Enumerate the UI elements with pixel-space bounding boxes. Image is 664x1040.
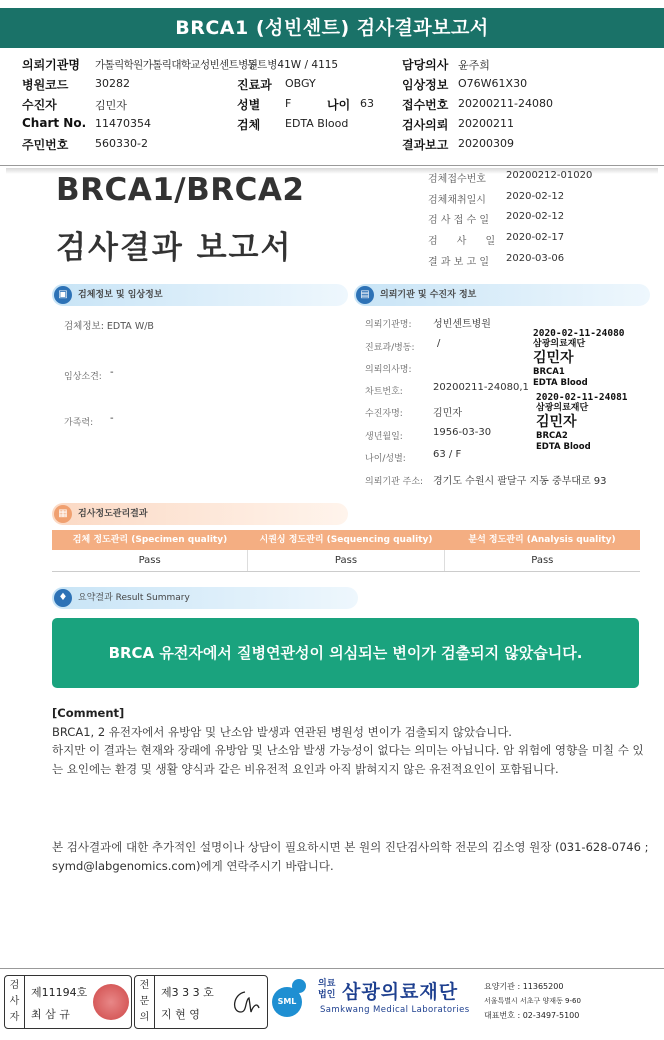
qc-table-row bbox=[52, 550, 640, 572]
patient-name-value: 김민자 bbox=[95, 99, 127, 112]
req-value: 성빈센트병원 bbox=[433, 319, 491, 330]
qc-header-sequencing: 시퀀싱 정도관리 (Sequencing quality) bbox=[259, 535, 433, 545]
req-label: 진료과/병동: bbox=[365, 343, 415, 353]
sex-label: 성별 bbox=[237, 98, 261, 112]
report-title-line2: 검사결과 보고서 bbox=[56, 230, 293, 266]
comment-line: 하지만 이 결과는 현재와 장래에 유방암 및 난소암 발생 가능성이 없다는 의미는 아닙니다. 암 위험에 영향을 미칠 수 있는 요인에는 환경 및 생활 양식과 같은 비유전적 요인과 아직 밝혀지지 않은 유전적요인이 포함됩니다. bbox=[52, 743, 644, 776]
req-label: 의뢰기관명: bbox=[365, 320, 412, 330]
signature-box-tester bbox=[4, 975, 132, 1029]
stamp-number: 2020-02-11-24081 bbox=[536, 392, 628, 403]
section-specimen-title: 검체정보 및 임상정보 bbox=[78, 290, 163, 300]
req-value: / bbox=[437, 338, 441, 349]
tester-label: 검사자 bbox=[5, 976, 25, 1028]
req-label: 의뢰의사명: bbox=[365, 365, 412, 375]
patient-name-label: 수진자 bbox=[22, 98, 57, 112]
request-date-label: 검사의뢰 bbox=[402, 118, 449, 132]
stamp-gene: BRCA2 bbox=[536, 431, 568, 441]
sex-value: F bbox=[285, 97, 292, 110]
qc-value-sequencing: Pass bbox=[248, 550, 444, 571]
stamp-number: 2020-02-11-24080 bbox=[533, 328, 625, 339]
signature-box-specialist bbox=[134, 975, 268, 1029]
hospital-code-label: 병원코드 bbox=[22, 78, 69, 92]
sample-stamp-1 bbox=[533, 328, 625, 389]
section-summary-title: 요약결과 Result Summary bbox=[78, 593, 190, 603]
dept-value: OBGY bbox=[285, 77, 316, 90]
req-value: 63 / F bbox=[433, 449, 462, 460]
req-label: 차트번호: bbox=[365, 387, 403, 397]
clinical-info-label: 임상정보 bbox=[402, 78, 449, 92]
meta-label: 검 사 접 수 일 bbox=[428, 215, 490, 226]
seal-stamp bbox=[93, 984, 129, 1020]
clipboard-icon: ▦ bbox=[54, 505, 72, 523]
ribbon-icon: ♦ bbox=[54, 589, 72, 607]
tester-license: 제11194호 bbox=[31, 986, 88, 999]
specimen-label: 검체 bbox=[237, 118, 261, 132]
clinical-info-value: O76W61X30 bbox=[458, 77, 528, 90]
specimen-info: 검체정보: EDTA W/B bbox=[64, 321, 154, 332]
stamp-gene: BRCA1 bbox=[533, 367, 565, 377]
org-name: 삼광의료재단 bbox=[342, 981, 459, 1003]
meta-label: 검 사 일 bbox=[428, 236, 496, 247]
org-prefix: 의료법인 bbox=[318, 979, 336, 1000]
section-summary-header bbox=[52, 587, 358, 609]
report-header-title: BRCA1 (성빈센트) 검사결과보고서 bbox=[0, 8, 664, 48]
meta-value: 20200212-01020 bbox=[506, 170, 593, 181]
folder-icon: ▣ bbox=[54, 286, 72, 304]
receipt-no-label: 접수번호 bbox=[402, 98, 449, 112]
doctor-value: 윤주희 bbox=[458, 59, 490, 72]
tester-name: 최 삼 규 bbox=[31, 1008, 70, 1021]
section-specimen-header bbox=[52, 284, 348, 306]
meta-label: 검체접수번호 bbox=[428, 174, 486, 185]
stamp-sample: EDTA Blood bbox=[536, 442, 591, 452]
org-code: 요양기관 : 11365200 bbox=[484, 982, 564, 991]
contact-text: 본 검사결과에 대한 추가적인 설명이나 상담이 필요하시면 본 원의 진단검사의학 전문의 김소영 원장 (031-628-0746 ; symd@labgenomics.com)에게 연락주시기 바랍니다. bbox=[52, 840, 649, 873]
ward-value: 동트병41W / 4115 bbox=[247, 59, 339, 71]
specialist-label: 전문의 bbox=[135, 976, 155, 1028]
stamp-name: 김민자 bbox=[533, 350, 574, 366]
meta-value: 2020-02-12 bbox=[506, 191, 565, 202]
specialist-license: 제3 3 3 호 bbox=[161, 986, 214, 999]
requester-label: 의뢰기관명 bbox=[22, 58, 80, 72]
meta-value: 2020-03-06 bbox=[506, 253, 565, 264]
specimen-value: EDTA Blood bbox=[285, 117, 349, 130]
chart-no-value: 11470354 bbox=[95, 117, 151, 130]
result-summary-box: BRCA 유전자에서 질병연관성이 의심되는 변이가 검출되지 않았습니다. bbox=[52, 618, 639, 688]
comment-line: BRCA1, 2 유전자에서 유방암 및 난소암 발생과 연관된 병원성 변이가 검출되지 않았습니다. bbox=[52, 724, 512, 739]
report-date-value: 20200309 bbox=[458, 137, 514, 150]
qc-header-analysis: 분석 정도관리 (Analysis quality) bbox=[468, 535, 616, 545]
age-value: 63 bbox=[360, 97, 374, 110]
qc-value-analysis: Pass bbox=[531, 555, 554, 566]
receipt-no-value: 20200211-24080 bbox=[458, 97, 553, 110]
family-history-label: 가족력: bbox=[64, 418, 94, 428]
hospital-code-value: 30282 bbox=[95, 77, 130, 90]
stamp-sample: EDTA Blood bbox=[533, 378, 588, 388]
doctor-label: 담당의사 bbox=[402, 58, 449, 72]
meta-value: 2020-02-17 bbox=[506, 232, 565, 243]
meta-value: 2020-02-12 bbox=[506, 211, 565, 222]
section-qc-header bbox=[52, 503, 348, 525]
request-date-value: 20200211 bbox=[458, 117, 514, 130]
meta-label: 결 과 보 고 일 bbox=[428, 257, 490, 268]
resident-no-label: 주민번호 bbox=[22, 138, 69, 152]
logo-dot bbox=[292, 979, 306, 993]
chart-no-label: Chart No. bbox=[22, 116, 87, 130]
req-label: 생년월일: bbox=[365, 432, 403, 442]
comment-block bbox=[52, 704, 652, 778]
sml-logo bbox=[272, 979, 312, 1023]
req-value: 1956-03-30 bbox=[433, 427, 492, 438]
report-title-line1: BRCA1/BRCA2 bbox=[56, 172, 305, 208]
meta-label: 검체채취일시 bbox=[428, 195, 486, 206]
hospital-icon: ▤ bbox=[356, 286, 374, 304]
org-address: 서울특별시 서초구 양재동 9-60 bbox=[484, 997, 581, 1005]
org-english-name: Samkwang Medical Laboratories bbox=[320, 1005, 470, 1015]
req-label: 수진자명: bbox=[365, 409, 403, 419]
report-date-label: 결과보고 bbox=[402, 138, 449, 152]
stamp-name: 김민자 bbox=[536, 414, 577, 430]
sample-stamp-2 bbox=[536, 392, 628, 453]
footer bbox=[0, 968, 664, 1040]
section-requester-title: 의뢰기관 및 수진자 정보 bbox=[380, 290, 477, 300]
patient-info-block bbox=[0, 48, 664, 166]
qc-header-specimen: 검체 정도관리 (Specimen quality) bbox=[72, 535, 228, 545]
specialist-name: 지 현 영 bbox=[161, 1008, 200, 1021]
requester-value: 가톨릭학원가톨릭대학교성빈센트병원 bbox=[95, 59, 258, 71]
family-history-value: - bbox=[110, 413, 114, 424]
org-phone: 대표번호 : 02-3497-5100 bbox=[484, 1011, 580, 1020]
age-label: 나이 bbox=[327, 98, 351, 112]
stamp-org: 삼광의료재단 bbox=[536, 403, 589, 413]
stamp-org: 삼광의료재단 bbox=[533, 339, 586, 349]
req-value: 경기도 수원시 팔달구 지동 중부대로 93 bbox=[433, 476, 607, 487]
resident-no-value: 560330-2 bbox=[95, 137, 148, 150]
req-value: 20200211-24080,1 bbox=[433, 382, 529, 393]
req-value: 김민자 bbox=[433, 408, 462, 419]
dept-label: 진료과 bbox=[237, 78, 272, 92]
comment-title: [Comment] bbox=[52, 706, 125, 720]
section-qc-title: 검사정도관리결과 bbox=[78, 509, 148, 519]
logo-text: SML bbox=[272, 987, 302, 1017]
section-requester-header bbox=[354, 284, 650, 306]
req-label: 의뢰기관 주소: bbox=[365, 477, 424, 487]
signature-icon bbox=[227, 986, 263, 1020]
req-label: 나이/성별: bbox=[365, 454, 406, 464]
qc-value-specimen: Pass bbox=[52, 550, 248, 571]
clinical-label: 임상소견: bbox=[64, 372, 102, 382]
clinical-value: - bbox=[110, 367, 114, 378]
qc-table-header bbox=[52, 530, 640, 550]
